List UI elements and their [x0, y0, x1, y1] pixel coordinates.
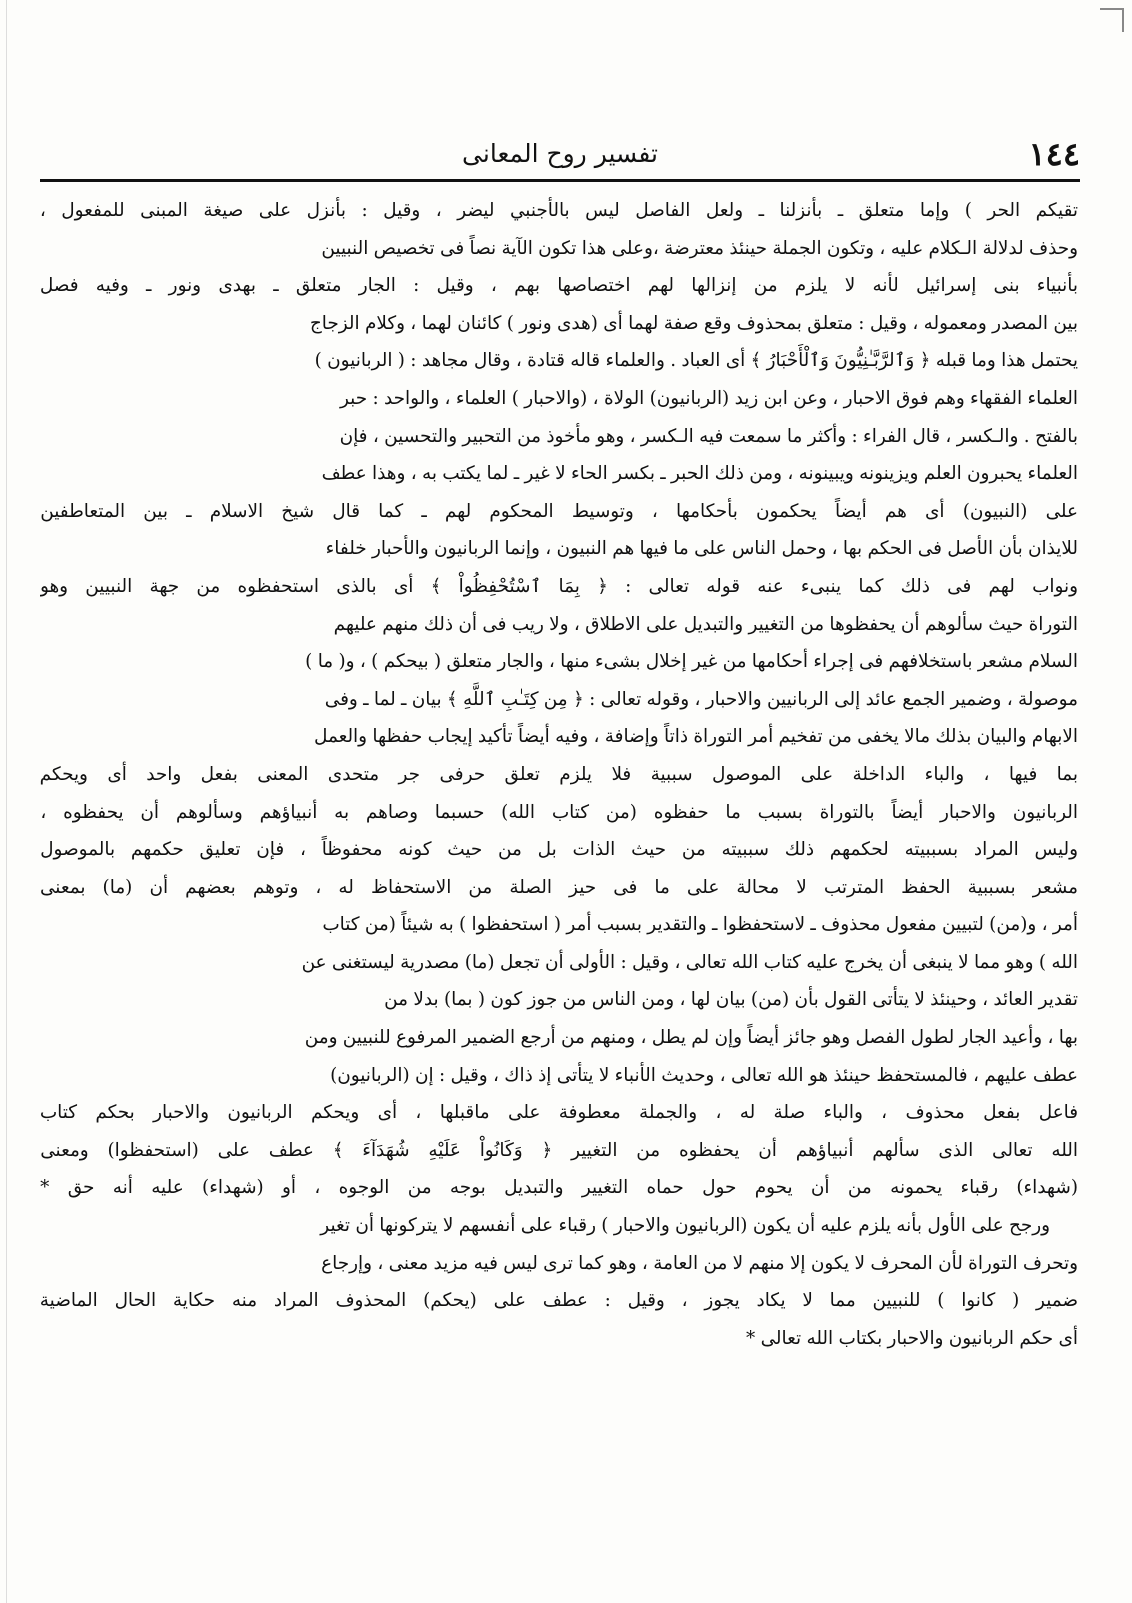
- text-line: ضمير ( كانوا ) للنبيين مما لا يكاد يجوز ، وقيل : عطف على (يحكم) المحذوف المراد منه حكاية الحال الماضية: [40, 1290, 1078, 1312]
- text-line: الله ) وهو مما لا ينبغى أن يخرج عليه كتاب الله تعالى ، وقيل : الأولى أن تجعل (ما) مصدرية ليستغنى عن: [301, 951, 1078, 973]
- text-line: موصولة ، وضمير الجمع عائد إلى الربانيين والاحبار ، وقوله تعالى : ﴿ مِن كِتَـٰبِ ٱللَّهِ ﴾ بيان ـ لما ـ وفى: [324, 688, 1078, 710]
- text-line: وحذف لدلالة الـكلام عليه ، وتكون الجملة حينئذ معترضة ،وعلى هذا تكون الآية نصاً فى تخصيص النبيين: [321, 237, 1078, 259]
- text-line: تقدير العائد ، وحينئذ لا يتأتى القول بأن (من) بيان لها ، ومن الناس من جوز كون ( بما) بدلا من: [384, 989, 1078, 1011]
- text-line: بما فيها ، والباء الداخلة على الموصول سببية فلا يلزم تعلق حرفى جر متحدى المعنى بفعل واحد أى ويحكم: [40, 763, 1078, 785]
- text-line: وليس المراد بسببيته لحكمهم ذلك سببيته من حيث الذات بل من حيث كونه محفوظاً ، فإن تعليق حكمهم بالموصول: [40, 839, 1078, 861]
- text-line: ونواب لهم فى ذلك كما ينبىء عنه قوله تعالى : ﴿ بِمَا ٱسْتُحْفِظُواْ ﴾ أى بالذى استحفظوه من جهة النبيين وهو: [40, 575, 1078, 597]
- text-line: (شهداء) رقباء يحمونه من أن يحوم حول حماه التغيير والتبديل بوجه من الوجوه ، أو (شهداء) عليه أنه حق *: [40, 1177, 1078, 1199]
- text-line: العلماء يحبرون العلم ويزينونه ويبينونه ، ومن ذلك الحبر ـ بكسر الحاء لا غير ـ لما يكتب به ، وهذا عطف: [321, 463, 1078, 485]
- text-line: بها ، وأعيد الجار لطول الفصل وهو جائز أيضاً وإن لم يطل ، ومنهم من أرجع الضمير المرفوع للنبيين ومن: [304, 1027, 1078, 1049]
- text-line: مشعر بسببية الحفظ المترتب لا محالة على ما فى حيز الصلة من الاستحفاظ له ، وتوهم بعضهم أن (ما) بمعنى: [40, 876, 1078, 898]
- text-line: على (النبيون) أى هم أيضاً يحكمون بأحكامها ، وتوسيط المحكوم لهم ـ كما قال شيخ الاسلام ـ بين المتعاطفين: [40, 500, 1078, 522]
- text-line: ورجح على الأول بأنه يلزم عليه أن يكون (الربانيون والاحبار ) رقباء على أنفسهم لا يتركونها أن تغير: [320, 1215, 1050, 1237]
- text-line: أمر ، و(من) لتبيين مفعول محذوف ـ لاستحفظوا ـ والتقدير بسبب أمر ( استحفظوا ) به شيئاً (من كتاب: [322, 914, 1078, 936]
- body-text: [40, 192, 1078, 1357]
- text-line: أى حكم الربانيون والاحبار بكتاب الله تعالى *: [746, 1327, 1078, 1349]
- text-line: للايذان بأن الأصل فى الحكم بها ، وحمل الناس على ما فيها هم النبيون ، وإنما الربانيون والأحبار خلفاء: [325, 538, 1078, 560]
- text-line: الابهام والبيان بذلك مالا يخفى من تفخيم أمر التوراة ذاتاً وإضافة ، وفيه أيضاً تأكيد إيجاب حفظها والعمل: [314, 726, 1078, 748]
- text-line: يحتمل هذا وما قبله ﴿ وَٱلرَّبَّـٰنِيُّونَ وَٱلْأَحْبَارُ ﴾ أى العباد . والعلماء قاله قتادة ، وقال مجاهد : ( الربانيون ): [314, 350, 1078, 372]
- page-number: ١٤٤: [1028, 135, 1080, 173]
- text-line: عطف عليهم ، فالمستحفظ حينئذ هو الله تعالى ، وحديث الأنباء لا يتأتى إذ ذاك ، وقيل : إن (الربانيون): [330, 1064, 1078, 1086]
- text-line: بأنبياء بنى إسرائيل لأنه لا يلزم من إنزالها لهم اختصاصها بهم ، وقيل : الجار متعلق ـ بهدى ونور ـ وفيه فصل: [40, 275, 1078, 297]
- scan-corner-mark: [1100, 8, 1124, 32]
- text-line: بين المصدر ومعموله ، وقيل : متعلق بمحذوف وقع صفة لهما أى (هدى ونور ) كائنان لهما ، وكلام الزجاج: [309, 312, 1078, 334]
- text-line: تقيكم الحر ) وإما متعلق ـ بأنزلنا ـ ولعل الفاصل ليس بالأجنبي ليضر ، وقيل : بأنزل على صيغة المبنى للمفعول ،: [40, 200, 1078, 221]
- text-line: الربانيون والاحبار أيضاً بالتوراة بسبب ما حفظوه (من كتاب الله) حسبما وصاهم به أنبياؤهم وسألوهم أن يحفظوه ،: [40, 801, 1078, 823]
- text-line: وتحرف التوراة لأن المحرف لا يكون إلا منهم لا من العامة ، وهو كما ترى ليس فيه مزيد معنى ، وإرجاع: [321, 1252, 1078, 1274]
- text-line: العلماء الفقهاء وهم فوق الاحبار ، وعن ابن زيد (الربانيون) الولاة ، (والاحبار ) العلماء ، والواحد : حبر: [340, 387, 1078, 409]
- text-line: الله تعالى الذى سألهم أنبياؤهم أن يحفظوه من التغيير ﴿ وَكَانُواْ عَلَيْهِ شُهَدَآءَ ﴾ عطف على (استحفظوا) ومعنى: [40, 1139, 1078, 1161]
- page-header: [40, 130, 1080, 178]
- text-line: فاعل بفعل محذوف ، والباء صلة له ، والجملة معطوفة على ماقبلها ، أى ويحكم الربانيون والاحبار بحكم كتاب: [40, 1102, 1078, 1124]
- header-rule: [40, 179, 1080, 182]
- running-title: تفسير روح المعانى: [462, 139, 658, 168]
- text-line: التوراة حيث سألوهم أن يحفظوها من التغيير والتبديل على الاطلاق ، ولا ريب فى أن ذلك منهم عليهم: [333, 613, 1078, 635]
- text-line: بالفتح . والـكسر ، قال الفراء : وأكثر ما سمعت فيه الـكسر ، وهو مأخوذ من التحبير والتحسين ، فإن: [339, 425, 1078, 447]
- page-edge: [6, 0, 7, 1603]
- text-line: السلام مشعر باستخلافهم فى إجراء أحكامها من غير إخلال بشىء منها ، والجار متعلق ( بيحكم ) ، و( ما ): [305, 651, 1078, 673]
